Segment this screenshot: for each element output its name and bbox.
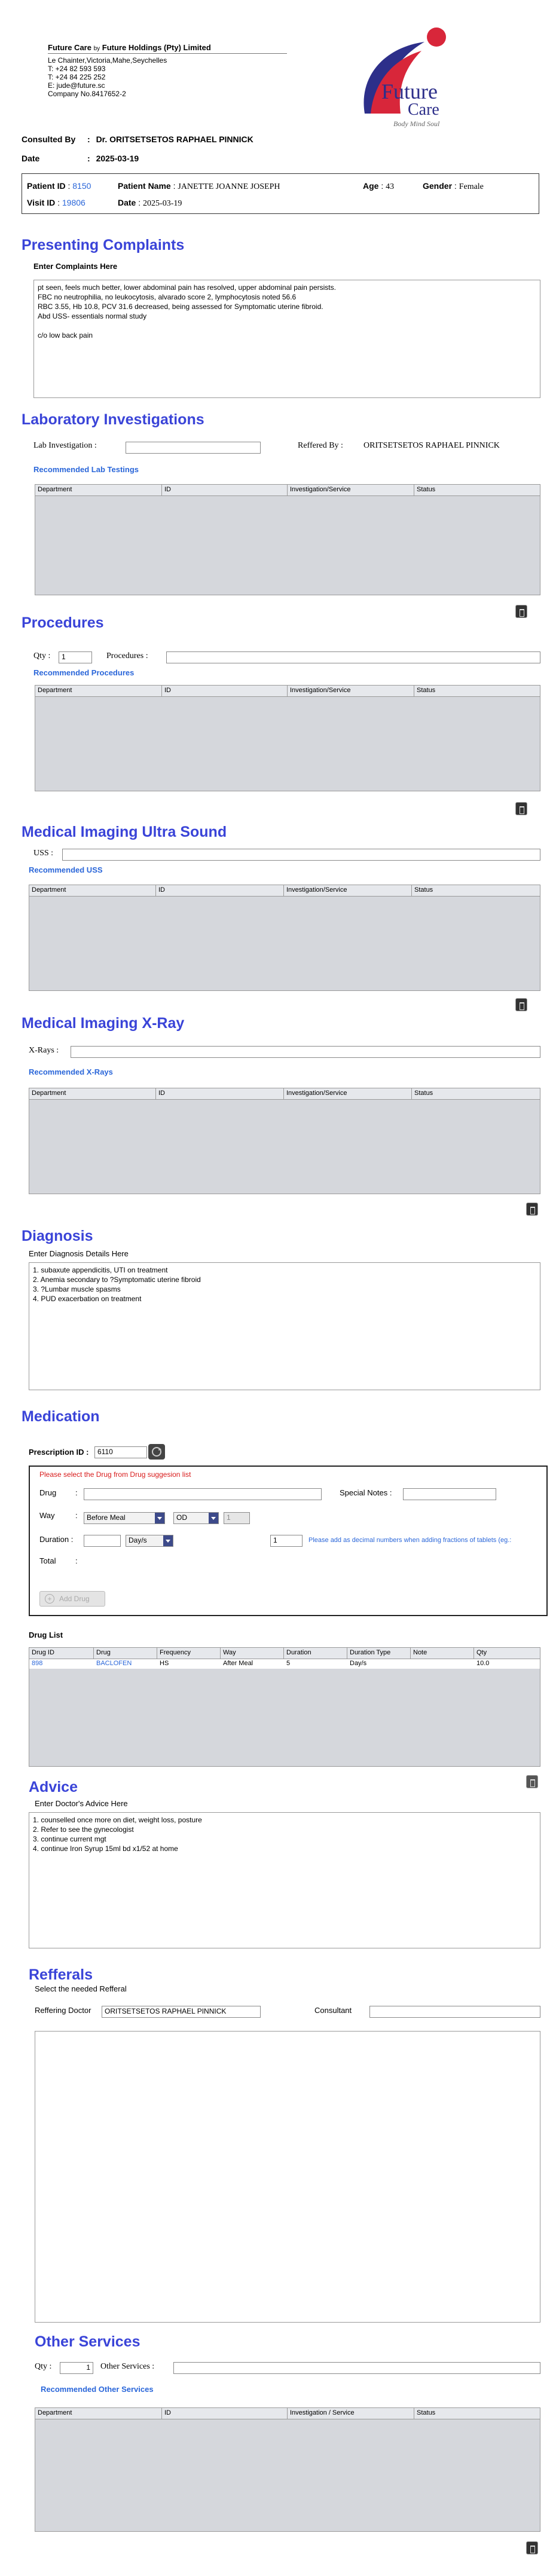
visit-date-value: 2025-03-19 — [143, 199, 182, 208]
medication-title: Medication — [22, 1408, 100, 1425]
frequency-select[interactable]: OD — [173, 1512, 219, 1524]
patient-name-label: Patient Name — [118, 181, 171, 191]
consulted-by: Consulted By : Dr. ORITSETSETOS RAPHAEL PINNICK — [22, 134, 253, 144]
duration-input[interactable] — [84, 1535, 121, 1547]
lab-delete-icon[interactable] — [515, 605, 527, 618]
diagnosis-textarea[interactable]: 1. subaxute appendicitis, UTI on treatment 2. Anemia secondary to ?Symptomatic uterine fibroid 3. ?Lumbar muscle spasms 4. PUD exacerbation on treatment — [29, 1262, 540, 1390]
procedures-grid — [35, 685, 540, 791]
company-address: Le Chainter,Victoria,Mahe,Seychelles — [48, 56, 167, 65]
other-col-service: Investigation / Service — [288, 2408, 414, 2419]
refresh-prescription-icon[interactable] — [148, 1444, 165, 1460]
referral-letter-textarea[interactable] — [35, 2031, 540, 2323]
drug-list-delete-icon[interactable] — [526, 1775, 538, 1788]
duration-chevron-down-icon — [163, 1535, 173, 1546]
duration-unit-select[interactable]: Day/s — [126, 1535, 173, 1547]
lab-col-department: Department — [35, 485, 162, 495]
frequency-number-input[interactable]: 1 — [224, 1512, 250, 1524]
table-row[interactable] — [29, 1659, 540, 1669]
advice-textarea[interactable]: 1. counselled once more on diet, weight loss, posture 2. Refer to see the gynecologist 3. continue current mgt 4. continue Iron Syrup 15ml bd x1/52 at home — [29, 1812, 540, 1948]
prescription-id-input[interactable]: 6110 — [94, 1446, 147, 1458]
way-chevron-down-icon — [155, 1513, 164, 1523]
uss-grid-header — [29, 885, 540, 897]
amount-input[interactable]: 1 — [270, 1535, 303, 1547]
drug-col-qty: Qty — [476, 1649, 487, 1656]
xray-grid — [29, 1088, 540, 1194]
drug-cell-note — [411, 1659, 474, 1669]
other-grid-header — [35, 2408, 540, 2419]
visit-date-label: Date — [118, 198, 136, 207]
other-services-delete-icon[interactable] — [526, 2541, 538, 2554]
other-qty-input[interactable]: 1 — [60, 2362, 93, 2374]
diagnosis-prompt: Enter Diagnosis Details Here — [29, 1249, 129, 1258]
lab-referred-value: ORITSETSETOS RAPHAEL PINNICK — [363, 441, 500, 450]
lab-investigation-label: Lab Investigation : — [33, 441, 97, 450]
other-services-grid — [35, 2407, 540, 2532]
other-col-id: ID — [162, 2408, 288, 2419]
company-tel-1: T: +24 82 593 593 — [48, 65, 106, 73]
xray-title: Medical Imaging X-Ray — [22, 1015, 185, 1032]
patient-age-value: 43 — [386, 182, 395, 191]
procedures-col-id: ID — [162, 686, 288, 696]
logo-tagline: Body Mind Soul — [393, 120, 440, 128]
drug-list-header — [29, 1648, 540, 1659]
uss-col-department: Department — [29, 885, 156, 896]
drug-cell-qty: 10.0 — [476, 1660, 490, 1667]
procedures-col-department: Department — [35, 686, 162, 696]
xray-col-status: Status — [414, 1090, 433, 1097]
other-recommended-link: Recommended Other Services — [41, 2385, 154, 2394]
logo-swoosh-icon — [347, 24, 466, 131]
patient-id-value: 8150 — [72, 181, 91, 191]
consultant-label: Consultant — [314, 2006, 352, 2015]
procedures-col-status: Status — [417, 687, 436, 694]
add-drug-panel: Please select the Drug from Drug suggesion list Drug : Special Notes : Way : Before Meal OD 1 Duration : Day/s 1 Please add as decimal numbers when adding fractions of tablets (eg.: Total : + Add Drug — [29, 1466, 548, 1616]
drug-col-frequency: Frequency — [157, 1648, 221, 1659]
other-qty-label: Qty : — [35, 2362, 52, 2371]
consult-date: Date : 2025-03-19 — [22, 154, 139, 163]
xray-delete-icon[interactable] — [526, 1203, 538, 1216]
uss-grid — [29, 885, 540, 991]
patient-id-label: Patient ID — [27, 181, 66, 191]
company-number: Company No.8417652-2 — [48, 90, 126, 98]
logo-word-care: Care — [408, 100, 439, 119]
duration-label: Duration : — [39, 1535, 74, 1544]
patient-gender-value: Female — [459, 182, 484, 191]
logo-word-future: Future — [381, 79, 438, 103]
special-notes-label: Special Notes : — [340, 1488, 392, 1497]
uss-col-id: ID — [156, 885, 284, 896]
procedures-title: Procedures — [22, 614, 104, 631]
patient-age-label: Age — [363, 181, 379, 191]
visit-id-value: 19806 — [62, 198, 85, 207]
company-header — [48, 43, 299, 98]
complaints-textarea[interactable]: pt seen, feels much better, lower abdominal pain has resolved, upper abdominal pain persists. FBC no neutrophilia, no leukocytosis, alvarado score 2, lymphocytosis noted 56.6 RBC 3.55, Hb 10.8, PCV 31.6 decreased, being assessed for Symptomatic uterine fibroid. Abd USS- essentials normal study c/o low back pain — [33, 280, 540, 398]
procedures-field-label: Procedures : — [106, 651, 148, 660]
drug-col-duration: Duration — [284, 1648, 347, 1659]
uss-delete-icon[interactable] — [515, 998, 527, 1011]
drug-input[interactable] — [84, 1488, 322, 1500]
xray-col-id: ID — [156, 1088, 284, 1099]
procedures-input[interactable] — [166, 651, 540, 663]
drug-col-drug: Drug — [94, 1648, 157, 1659]
drug-col-way: Way — [221, 1648, 284, 1659]
drug-list-grid — [29, 1647, 540, 1767]
prescription-id-label: Prescription ID : — [29, 1448, 89, 1457]
procedures-recommended-link: Recommended Procedures — [33, 668, 135, 677]
procedures-delete-icon[interactable] — [515, 802, 527, 815]
patient-info-box: Patient ID : 8150 Patient Name : JANETTE JOANNE JOSEPH Age : 43 Gender : Female Visit ID : 19806 Date : 2025-03-19 — [22, 173, 539, 214]
drug-col-id: Drug ID — [29, 1648, 94, 1659]
procedures-qty-label: Qty : — [33, 651, 51, 660]
lab-grid-header — [35, 485, 540, 496]
drug-list-title: Drug List — [29, 1630, 63, 1639]
procedures-qty-input[interactable]: 1 — [59, 651, 92, 663]
lab-title: Laboratory Investigations — [22, 411, 204, 428]
company-name: Future Care by Future Holdings (Pty) Limited — [48, 43, 287, 54]
decimal-hint-text: Please add as decimal numbers when adding fractions of tablets (eg.: — [308, 1537, 512, 1544]
patient-name-value: JANETTE JOANNE JOSEPH — [178, 182, 280, 191]
procedures-grid-header — [35, 686, 540, 697]
complaints-title: Presenting Complaints — [22, 237, 185, 253]
lab-col-id: ID — [162, 485, 288, 495]
complaints-prompt: Enter Complaints Here — [33, 262, 118, 271]
consultant-input[interactable] — [369, 2006, 540, 2018]
add-drug-button[interactable]: + Add Drug — [39, 1591, 105, 1607]
drug-cell-drug: BACLOFEN — [96, 1660, 132, 1667]
other-col-status: Status — [417, 2409, 436, 2416]
referrals-title: Refferals — [29, 1966, 93, 1983]
drug-cell-id: 898 — [32, 1660, 43, 1667]
company-email: E: jude@future.sc — [48, 81, 105, 90]
special-notes-input[interactable] — [403, 1488, 496, 1500]
future-care-logo — [347, 24, 466, 131]
xray-input[interactable] — [71, 1046, 540, 1058]
uss-col-service: Investigation/Service — [284, 885, 412, 896]
total-colon: : — [75, 1556, 78, 1565]
lab-referred-label: Reffered By : — [298, 441, 343, 450]
frequency-chevron-down-icon — [209, 1513, 218, 1523]
advice-prompt: Enter Doctor's Advice Here — [35, 1799, 128, 1808]
xray-field-label: X-Rays : — [29, 1046, 59, 1055]
drug-cell-frequency: HS — [160, 1660, 169, 1667]
drug-label: Drug — [39, 1488, 57, 1497]
total-label: Total — [39, 1556, 56, 1565]
other-col-department: Department — [35, 2408, 162, 2419]
uss-input[interactable] — [62, 849, 540, 861]
drug-col-note: Note — [411, 1648, 474, 1659]
uss-field-label: USS : — [33, 849, 54, 858]
referring-doctor-label: Reffering Doctor — [35, 2006, 91, 2015]
uss-recommended-link: Recommended USS — [29, 865, 103, 874]
other-services-input[interactable] — [173, 2362, 540, 2374]
uss-col-status: Status — [414, 886, 433, 894]
patient-gender-label: Gender — [423, 181, 453, 191]
lab-grid — [35, 484, 540, 595]
drug-cell-duration-type: Day/s — [350, 1660, 367, 1667]
drug-cell-duration: 5 — [286, 1660, 291, 1667]
diagnosis-title: Diagnosis — [22, 1228, 93, 1244]
lab-recommended-link: Recommended Lab Testings — [33, 465, 139, 474]
drug-warning-text: Please select the Drug from Drug suggesion list — [39, 1470, 191, 1479]
add-icon: + — [45, 1594, 54, 1604]
way-label: Way — [39, 1511, 55, 1520]
xray-recommended-link: Recommended X-Rays — [29, 1067, 113, 1076]
lab-investigation-input[interactable] — [126, 442, 261, 454]
refresh-icon — [148, 1444, 165, 1460]
lab-col-service: Investigation/Service — [288, 485, 414, 495]
company-tel-2: T: +24 84 225 252 — [48, 73, 106, 81]
xray-grid-header — [29, 1088, 540, 1100]
drug-col-duration-type: Duration Type — [347, 1648, 411, 1659]
advice-title: Advice — [29, 1779, 78, 1795]
other-services-title: Other Services — [35, 2333, 140, 2350]
visit-id-label: Visit ID — [27, 198, 56, 207]
drug-cell-way: After Meal — [223, 1660, 253, 1667]
procedures-col-service: Investigation/Service — [288, 686, 414, 696]
lab-col-status: Status — [417, 486, 436, 493]
xray-col-service: Investigation/Service — [284, 1088, 412, 1099]
referring-doctor-input[interactable]: ORITSETSETOS RAPHAEL PINNICK — [102, 2006, 261, 2018]
other-services-label: Other Services : — [100, 2362, 155, 2371]
referrals-prompt: Select the needed Refferal — [35, 1984, 127, 1993]
way-select[interactable]: Before Meal — [84, 1512, 165, 1524]
xray-col-department: Department — [29, 1088, 156, 1099]
uss-title: Medical Imaging Ultra Sound — [22, 824, 227, 840]
